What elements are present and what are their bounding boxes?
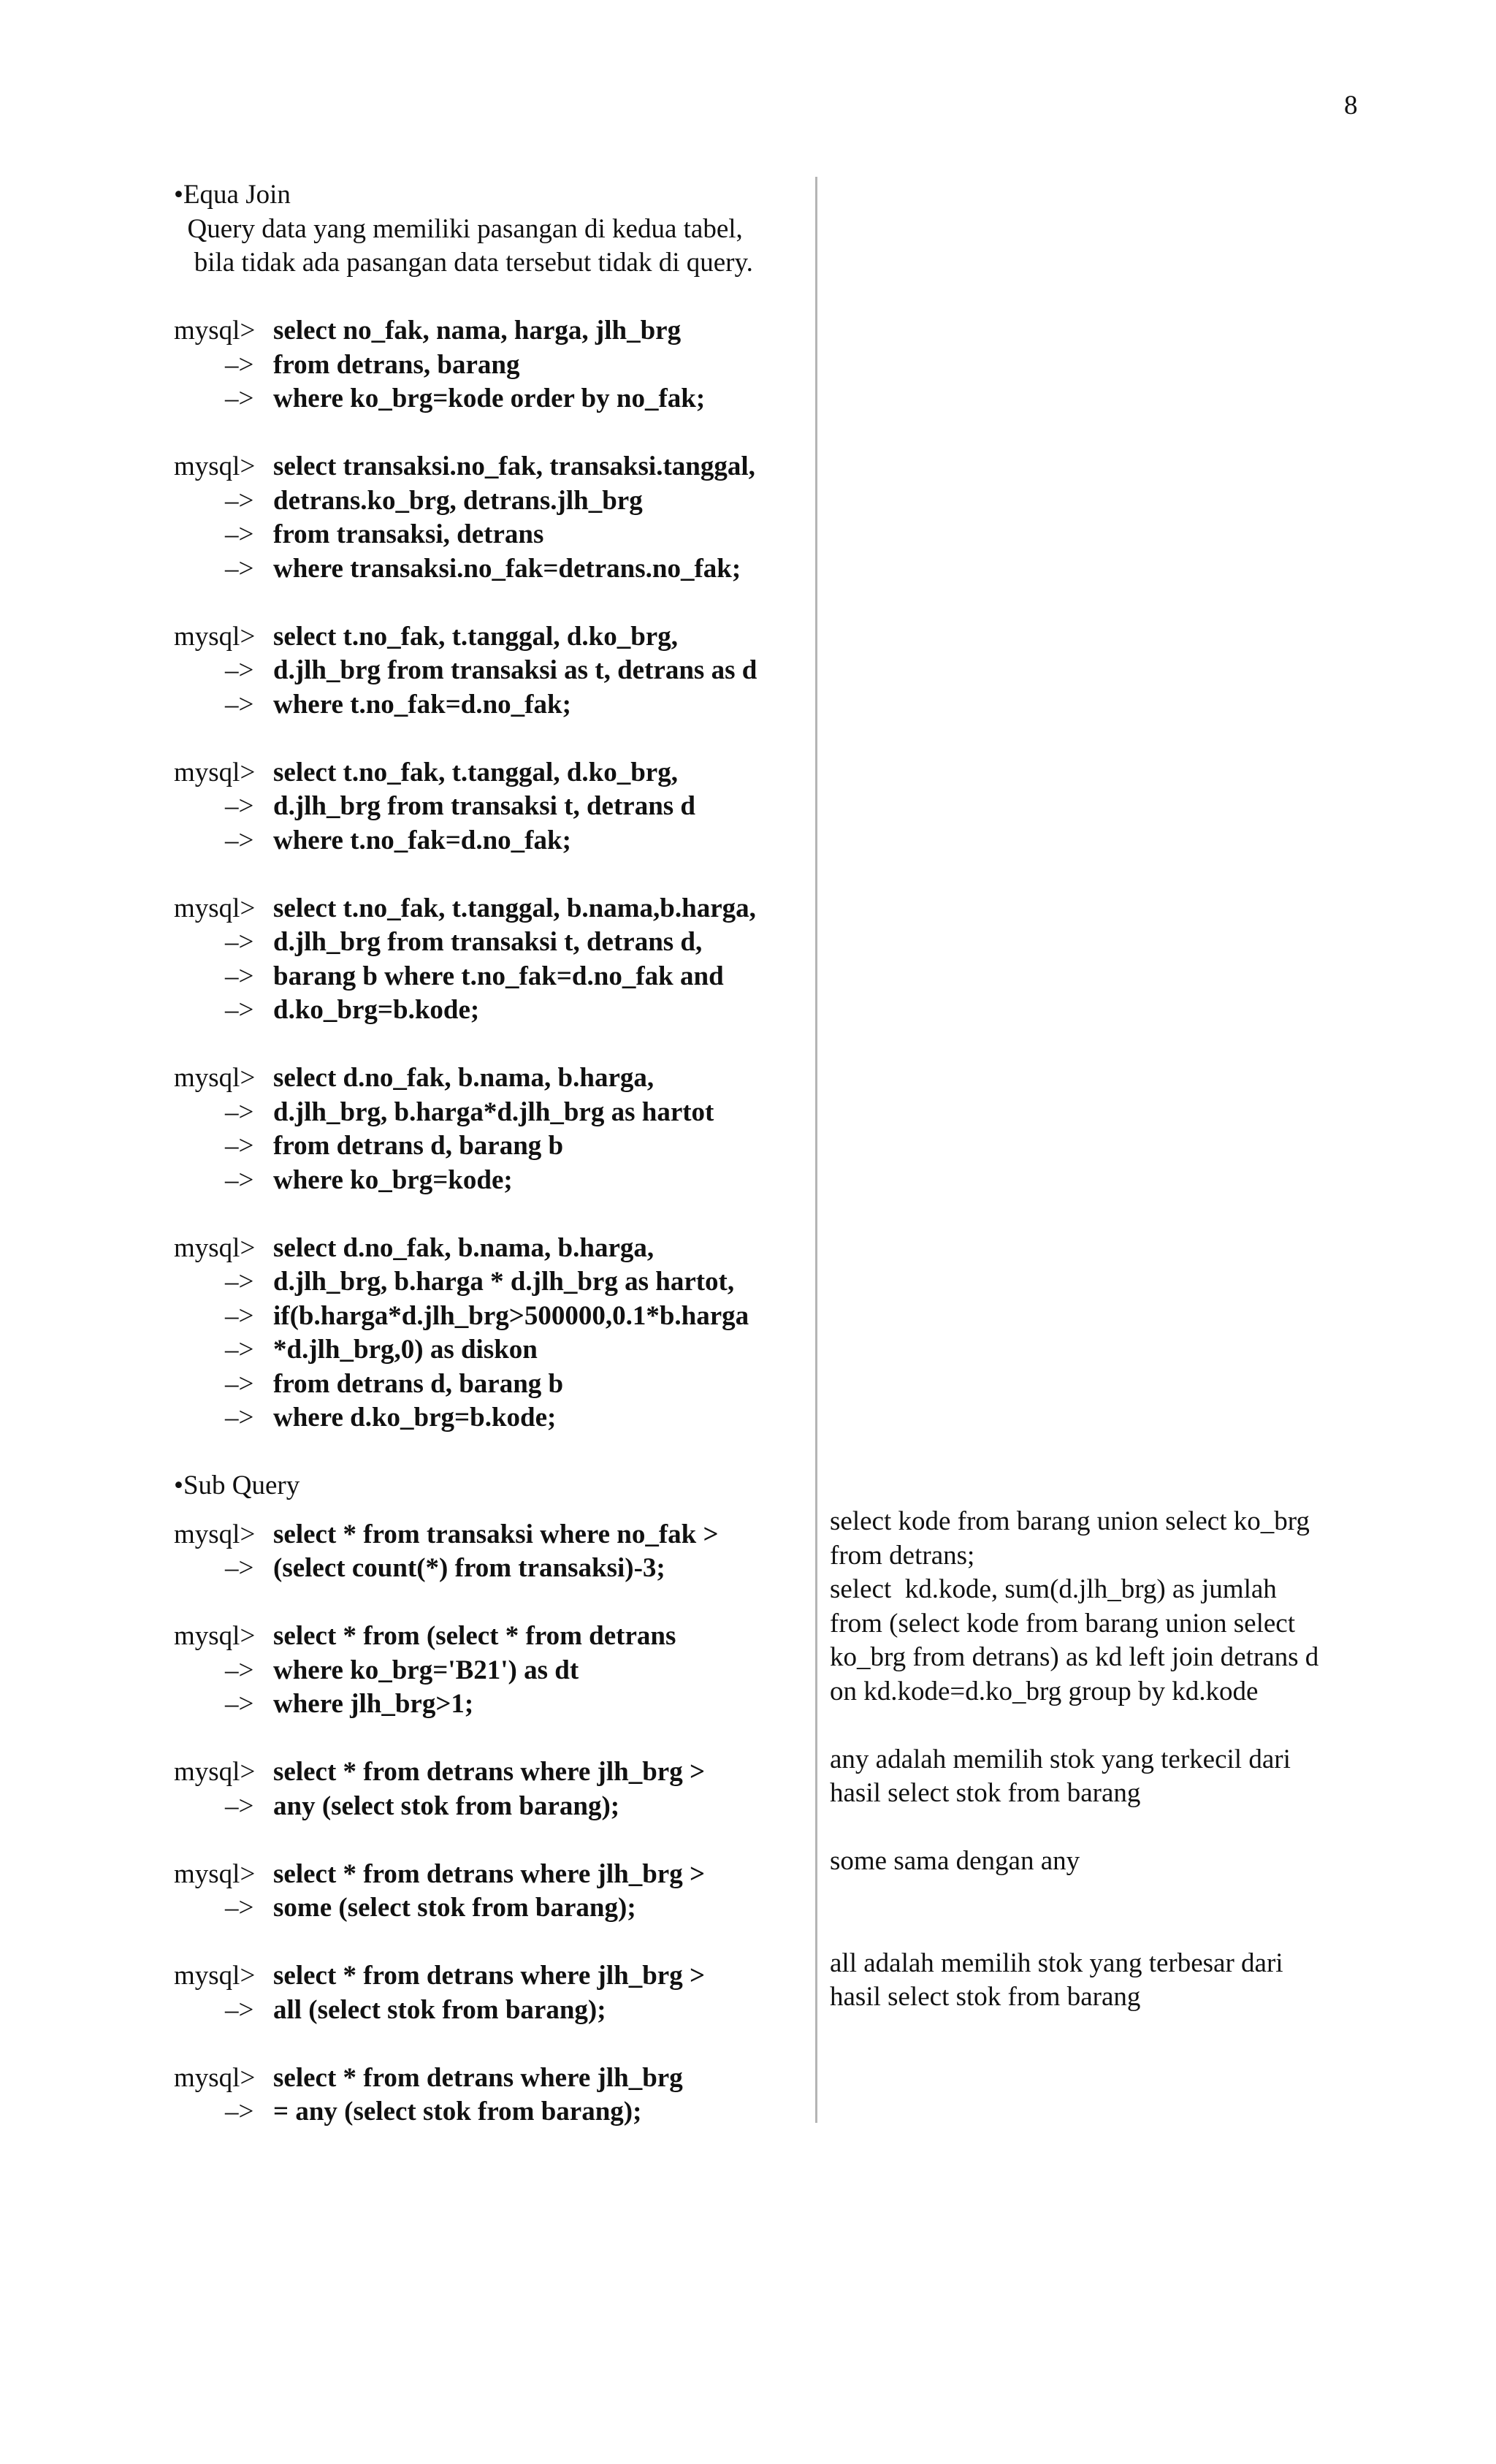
continuation-arrow: –> <box>225 689 254 720</box>
sql-code: where ko_brg=kode order by no_fak; <box>273 384 706 413</box>
some-note <box>830 1845 1473 1912</box>
mysql-prompt: mysql> <box>174 1232 256 1263</box>
query-line <box>174 620 802 655</box>
sql-code: from detrans, barang <box>273 349 520 380</box>
sql-code: (select count(*) from transaksi)-3; <box>273 1553 665 1583</box>
query-line <box>174 1129 802 1164</box>
sql-code: some (select stok from barang); <box>273 1893 636 1923</box>
continuation-arrow: –> <box>225 485 254 516</box>
sql-code: *d.jlh_brg,0) as diskon <box>273 1335 538 1365</box>
query-line <box>174 993 802 1028</box>
continuation-arrow: –> <box>225 1096 254 1127</box>
continuation-arrow: –> <box>225 995 254 1025</box>
query-line <box>174 1755 802 1790</box>
query-line <box>174 654 802 688</box>
query-line <box>174 1232 802 1266</box>
query-block <box>174 1061 802 1197</box>
sql-code: any (select stok from barang); <box>273 1790 620 1821</box>
query-line <box>174 926 802 960</box>
continuation-arrow: –> <box>225 1164 254 1195</box>
query-line <box>174 2061 802 2096</box>
continuation-arrow: –> <box>225 1790 254 1821</box>
continuation-arrow: –> <box>225 961 254 991</box>
query-line <box>174 518 802 552</box>
sql-code: select t.no_fak, t.tanggal, d.ko_brg, <box>273 621 678 652</box>
query-block <box>174 450 802 586</box>
query-line <box>174 2095 802 2129</box>
continuation-arrow: –> <box>225 349 254 380</box>
query-line <box>174 892 802 926</box>
equa-join-queries <box>174 314 802 1469</box>
continuation-arrow: –> <box>225 519 254 549</box>
query-block <box>174 314 802 416</box>
equa-join-description-line: bila tidak ada pasangan data tersebut tidak di query. <box>174 248 753 278</box>
query-line <box>174 1687 802 1722</box>
note-line: some sama dengan any <box>830 1846 1080 1876</box>
query-line <box>174 1790 802 1824</box>
query-line <box>174 960 802 994</box>
query-line <box>174 1891 802 1926</box>
sql-code: select * from (select * from detrans <box>273 1621 676 1651</box>
any-note <box>830 1743 1473 1811</box>
all-note <box>830 1947 1473 2015</box>
continuation-arrow: –> <box>225 1553 254 1583</box>
query-line <box>174 348 802 383</box>
sql-code: where d.ko_brg=b.kode; <box>273 1403 557 1433</box>
query-line <box>174 1061 802 1096</box>
sql-code: select * from detrans where jlh_brg > <box>273 1858 706 1889</box>
query-line <box>174 756 802 790</box>
sql-code: d.jlh_brg, b.harga * d.jlh_brg as hartot, <box>273 1267 735 1297</box>
continuation-arrow: –> <box>225 1403 254 1433</box>
sql-code: if(b.harga*d.jlh_brg>500000,0.1*b.harga <box>273 1300 749 1331</box>
continuation-arrow: –> <box>225 553 254 584</box>
query-line <box>174 1620 802 1654</box>
continuation-arrow: –> <box>225 384 254 413</box>
sql-code: select t.no_fak, t.tanggal, b.nama,b.harga, <box>273 893 756 923</box>
continuation-arrow: –> <box>225 1368 254 1399</box>
mysql-prompt: mysql> <box>174 1858 256 1889</box>
mysql-prompt: mysql> <box>174 621 256 652</box>
sql-code: select d.no_fak, b.nama, b.harga, <box>273 1232 654 1263</box>
sql-code: from transaksi, detrans <box>273 519 544 549</box>
equa-join-description-line: Query data yang memiliki pasangan di kedua tabel, <box>174 213 743 244</box>
query-block <box>174 1620 802 1722</box>
mysql-prompt: mysql> <box>174 893 256 923</box>
sql-code: select t.no_fak, t.tanggal, d.ko_brg, <box>273 757 678 787</box>
sql-code: where t.no_fak=d.no_fak; <box>273 825 571 855</box>
continuation-arrow: –> <box>225 1267 254 1297</box>
mysql-prompt: mysql> <box>174 1621 256 1651</box>
query-line <box>174 1368 802 1402</box>
sql-code: d.jlh_brg, b.harga*d.jlh_brg as hartot <box>273 1096 714 1127</box>
continuation-arrow: –> <box>225 1994 254 2025</box>
mysql-prompt: mysql> <box>174 1961 256 1991</box>
query-block <box>174 1232 802 1435</box>
sql-code: select no_fak, nama, harga, jlh_brg <box>273 316 682 346</box>
right-column-notes <box>830 1505 1473 2015</box>
union-note <box>830 1505 1473 1709</box>
query-line <box>174 484 802 519</box>
query-line <box>174 1994 802 2028</box>
sql-code: d.ko_brg=b.kode; <box>273 995 480 1025</box>
sql-code: d.jlh_brg from transaksi as t, detrans as d <box>273 655 757 685</box>
sql-code: d.jlh_brg from transaksi t, detrans d <box>273 791 695 821</box>
continuation-arrow: –> <box>225 655 254 685</box>
sql-code: select * from detrans where jlh_brg > <box>273 1757 706 1787</box>
note-line: ko_brg from detrans) as kd left join detrans d <box>830 1642 1319 1672</box>
continuation-arrow: –> <box>225 927 254 957</box>
continuation-arrow: –> <box>225 1655 254 1685</box>
continuation-arrow: –> <box>225 1893 254 1923</box>
mysql-prompt: mysql> <box>174 1063 256 1093</box>
sql-code: barang b where t.no_fak=d.no_fak and <box>273 961 724 991</box>
sql-code: from detrans d, barang b <box>273 1368 564 1399</box>
continuation-arrow: –> <box>225 2097 254 2127</box>
query-line <box>174 450 802 484</box>
query-line <box>174 790 802 824</box>
query-line <box>174 1858 802 1892</box>
sql-code: select transaksi.no_fak, transaksi.tanggal, <box>273 451 755 481</box>
note-line: hasil select stok from barang <box>830 1778 1141 1808</box>
sub-query-queries <box>174 1518 802 2164</box>
continuation-arrow: –> <box>225 1689 254 1719</box>
query-block <box>174 620 802 722</box>
query-block <box>174 1518 802 1586</box>
query-line <box>174 314 802 348</box>
note-line: from detrans; <box>830 1540 975 1571</box>
sql-code: select * from detrans where jlh_brg > <box>273 1961 706 1991</box>
note-line: select kd.kode, sum(d.jlh_brg) as jumlah <box>830 1574 1277 1604</box>
sub-query-heading: •Sub Query <box>174 1471 300 1500</box>
equa-join-heading: •Equa Join <box>174 180 291 210</box>
continuation-arrow: –> <box>225 1300 254 1331</box>
query-line <box>174 1959 802 1994</box>
note-line: all adalah memilih stok yang terbesar dari <box>830 1948 1283 1978</box>
query-line <box>174 824 802 858</box>
note-line: on kd.kode=d.ko_brg group by kd.kode <box>830 1676 1259 1706</box>
query-line <box>174 382 802 416</box>
query-block <box>174 2061 802 2129</box>
sql-code: select * from transaksi where no_fak > <box>273 1519 719 1549</box>
continuation-arrow: –> <box>225 1335 254 1365</box>
query-line <box>174 1401 802 1435</box>
column-divider <box>815 177 817 2123</box>
query-line <box>174 1518 802 1552</box>
query-line <box>174 688 802 722</box>
sql-code: = any (select stok from barang); <box>273 2097 642 2127</box>
query-line <box>174 1164 802 1198</box>
sql-code: select * from detrans where jlh_brg <box>273 2062 683 2093</box>
query-line <box>174 552 802 587</box>
note-line: select kode from barang union select ko_brg <box>830 1506 1310 1536</box>
continuation-arrow: –> <box>225 825 254 855</box>
query-line <box>174 1096 802 1130</box>
sql-code: select d.no_fak, b.nama, b.harga, <box>273 1063 654 1093</box>
sql-code: where t.no_fak=d.no_fak; <box>273 689 571 720</box>
mysql-prompt: mysql> <box>174 451 256 481</box>
note-line: hasil select stok from barang <box>830 1982 1141 2012</box>
mysql-prompt: mysql> <box>174 2062 256 2093</box>
continuation-arrow: –> <box>225 791 254 821</box>
sql-code: detrans.ko_brg, detrans.jlh_brg <box>273 485 643 516</box>
sql-code: all (select stok from barang); <box>273 1994 606 2025</box>
sql-code: where ko_brg='B21') as dt <box>273 1655 579 1685</box>
query-line <box>174 1552 802 1586</box>
mysql-prompt: mysql> <box>174 757 256 787</box>
query-block <box>174 892 802 1028</box>
query-line <box>174 1300 802 1334</box>
mysql-prompt: mysql> <box>174 1519 256 1549</box>
continuation-arrow: –> <box>225 1131 254 1161</box>
sql-code: from detrans d, barang b <box>273 1131 564 1161</box>
sql-code: where jlh_brg>1; <box>273 1689 474 1719</box>
sql-code: d.jlh_brg from transaksi t, detrans d, <box>273 927 703 957</box>
sql-code: where ko_brg=kode; <box>273 1164 513 1195</box>
note-line: from (select kode from barang union select <box>830 1608 1295 1639</box>
sql-code: where transaksi.no_fak=detrans.no_fak; <box>273 553 741 584</box>
page-number: 8 <box>1344 91 1358 121</box>
query-block <box>174 1858 802 1926</box>
left-column <box>174 178 802 2163</box>
mysql-prompt: mysql> <box>174 316 256 346</box>
query-block <box>174 1959 802 2027</box>
query-line <box>174 1333 802 1368</box>
query-block <box>174 756 802 858</box>
note-line: any adalah memilih stok yang terkecil dari <box>830 1744 1291 1774</box>
mysql-prompt: mysql> <box>174 1757 256 1787</box>
query-line <box>174 1654 802 1688</box>
query-block <box>174 1755 802 1823</box>
query-line <box>174 1265 802 1300</box>
